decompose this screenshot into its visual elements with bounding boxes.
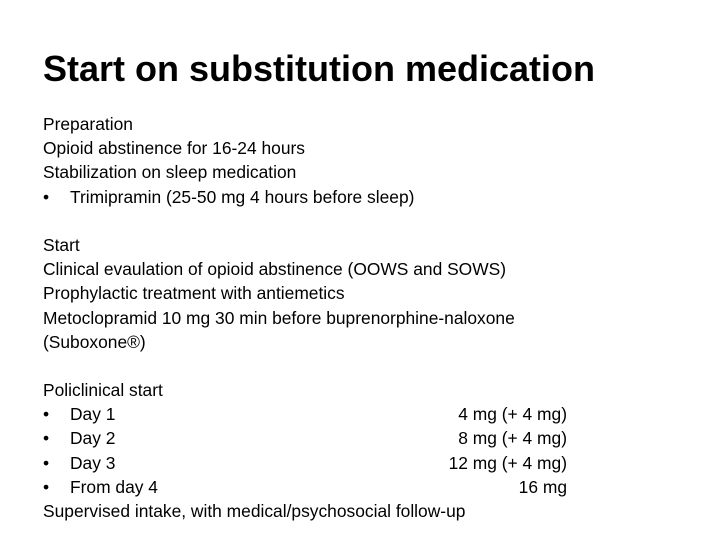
dose-value: 8 mg (+ 4 mg) bbox=[458, 428, 567, 449]
bullet-marker: • bbox=[43, 404, 50, 425]
start-heading: Start bbox=[43, 234, 80, 255]
dose-value: 16 mg bbox=[518, 476, 567, 497]
preparation-bullet-text: Trimipramin (25-50 mg 4 hours before sleep) bbox=[70, 186, 415, 207]
bullet-marker: • bbox=[43, 428, 50, 449]
dose-day-text: From day 4 bbox=[70, 476, 158, 497]
bullet-marker: • bbox=[43, 452, 50, 473]
preparation-bullet-item bbox=[43, 185, 583, 209]
policlinical-footer: Supervised intake, with medical/psychosocial follow-up bbox=[43, 501, 466, 522]
preparation-line: Stabilization on sleep medication bbox=[43, 162, 297, 183]
dose-day-label bbox=[43, 451, 449, 475]
dose-day-label bbox=[43, 426, 458, 450]
dose-day-text: Day 1 bbox=[70, 404, 116, 425]
bullet-marker: • bbox=[43, 476, 50, 497]
slide-body bbox=[43, 112, 583, 523]
start-line: Clinical evaulation of opioid abstinence (OOWS and SOWS) bbox=[43, 259, 507, 280]
slide-title: Start on substitution medication bbox=[43, 48, 596, 89]
dose-day-text: Day 2 bbox=[70, 428, 116, 449]
dose-row bbox=[43, 402, 567, 426]
preparation-heading: Preparation bbox=[43, 114, 133, 134]
preparation-line: Opioid abstinence for 16-24 hours bbox=[43, 138, 305, 159]
section-spacer bbox=[43, 209, 583, 233]
start-line: Prophylactic treatment with antiemetics bbox=[43, 283, 345, 304]
dose-value: 12 mg (+ 4 mg) bbox=[448, 452, 567, 473]
dose-value: 4 mg (+ 4 mg) bbox=[458, 404, 567, 425]
dose-row bbox=[43, 451, 567, 475]
dose-day-label bbox=[43, 475, 519, 499]
policlinical-heading: Policlinical start bbox=[43, 380, 163, 401]
section-spacer bbox=[43, 354, 583, 378]
dose-day-text: Day 3 bbox=[70, 452, 116, 473]
dose-row bbox=[43, 475, 567, 499]
dose-day-label bbox=[43, 402, 458, 426]
bullet-marker: • bbox=[43, 186, 50, 207]
dose-row bbox=[43, 426, 567, 450]
metoclopramid-line: Metoclopramid 10 mg 30 min before buprenorphine-naloxone (Suboxone®) bbox=[43, 307, 515, 352]
